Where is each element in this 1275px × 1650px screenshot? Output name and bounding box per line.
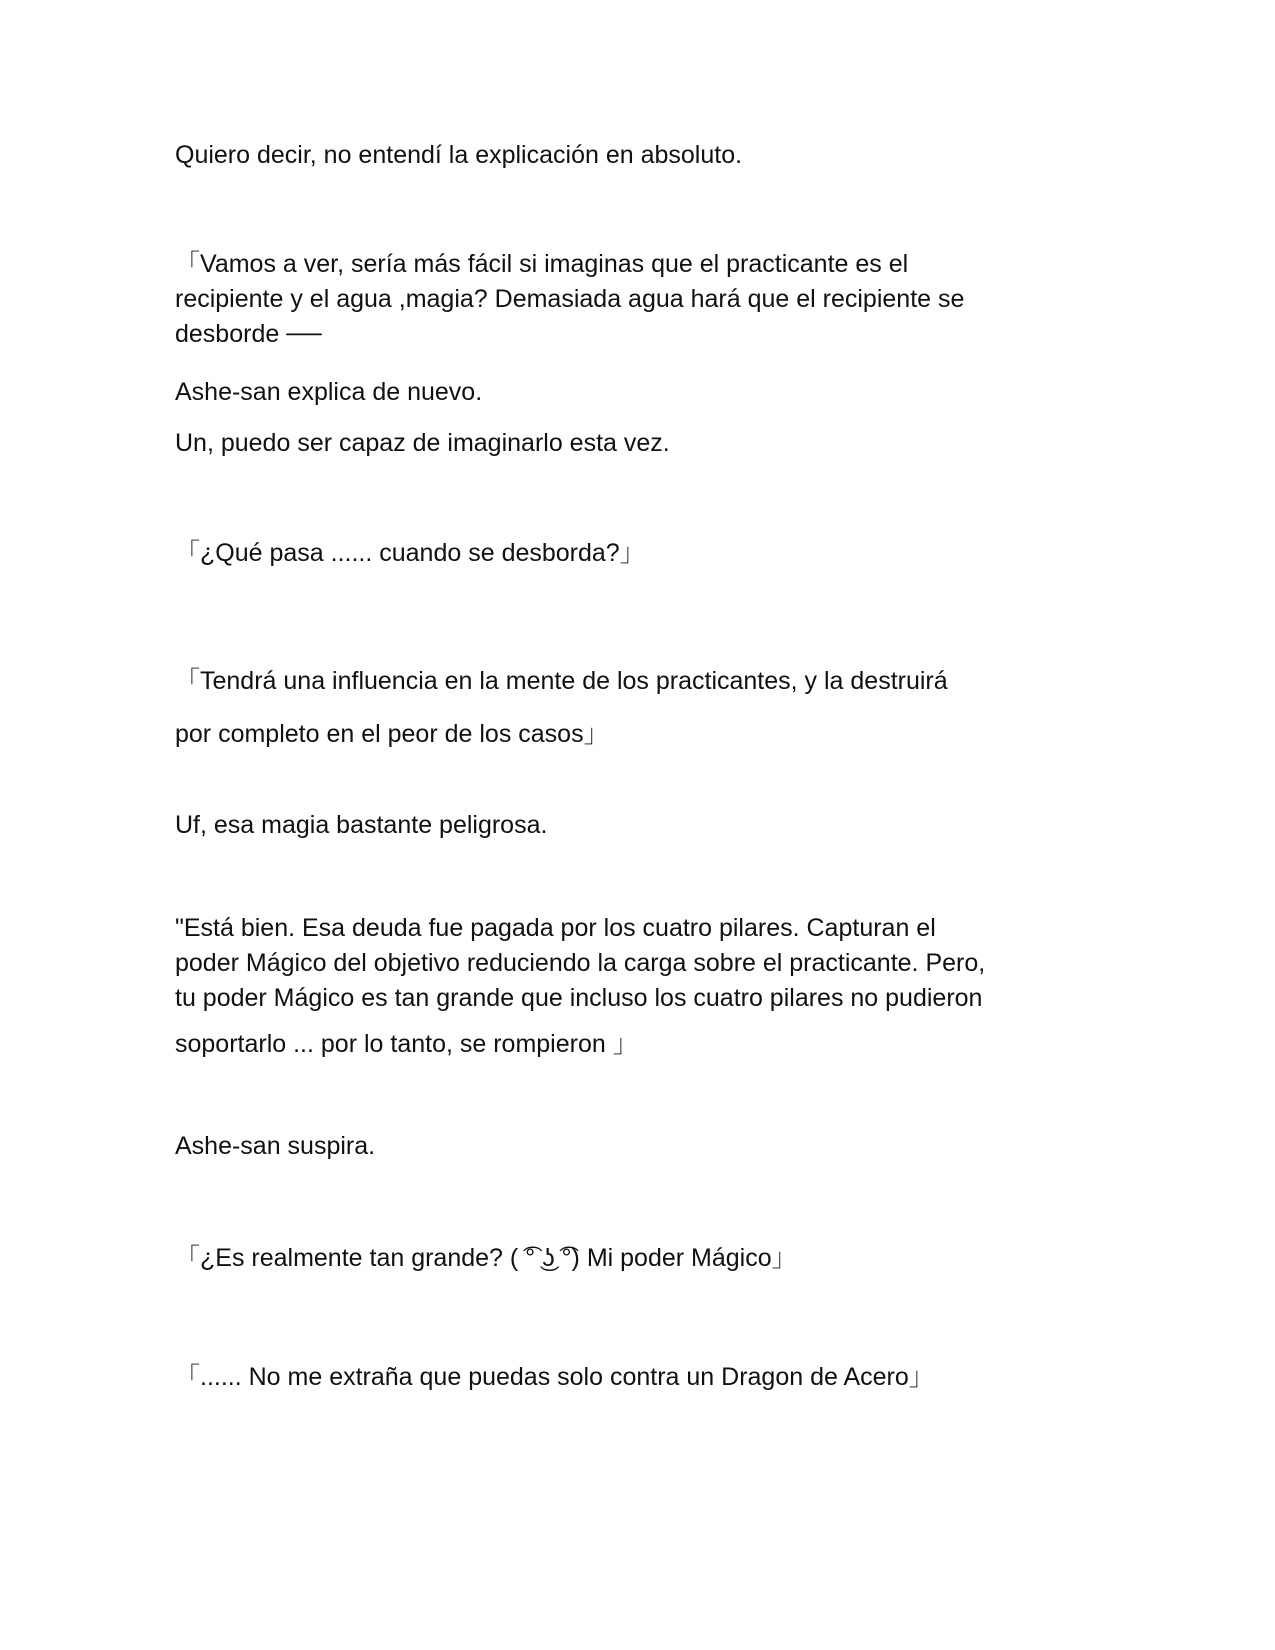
paragraph-dialogue-4 — [175, 911, 1095, 1062]
text-line: recipiente y el agua ,magia? Demasiada agua hará que el recipiente se — [175, 285, 965, 313]
text-line: "Está bien. Esa deuda fue pagada por los cuatro pilares. Capturan el — [175, 914, 936, 942]
text-line: Uf, esa magia bastante peligrosa. — [175, 811, 548, 839]
paragraph-dialogue-3 — [175, 655, 1095, 761]
text-line: Un, puedo ser capaz de imaginarlo esta vez. — [175, 429, 670, 457]
paragraph-dialogue-2 — [175, 536, 1095, 571]
text-line: 「Tendrá una influencia en la mente de los practicantes, y la destruirá — [175, 667, 948, 695]
text-line: 「¿Qué pasa ...... cuando se desborda?」 — [175, 539, 645, 567]
text-line: desborde ── — [175, 320, 322, 348]
paragraph-narration-2 — [175, 375, 1095, 410]
text-line: Ashe-san explica de nuevo. — [175, 378, 483, 406]
paragraph-narration-4 — [175, 808, 1095, 843]
paragraph-narration-1 — [175, 138, 1095, 173]
text-line: 「Vamos a ver, sería más fácil si imaginas que el practicante es el — [175, 250, 909, 278]
text-line: por completo en el peor de los casos」 — [175, 720, 609, 748]
text-line: poder Mágico del objetivo reduciendo la carga sobre el practicante. Pero, — [175, 949, 986, 977]
text-line: tu poder Mágico es tan grande que incluso los cuatro pilares no pudieron — [175, 984, 983, 1012]
text-line: soportarlo ... por lo tanto, se rompieron 」 — [175, 1030, 638, 1058]
text-line: Quiero decir, no entendí la explicación en absoluto. — [175, 141, 743, 169]
paragraph-dialogue-5 — [175, 1241, 1095, 1276]
paragraph-narration-5 — [175, 1129, 1095, 1164]
paragraph-dialogue-6 — [175, 1360, 1095, 1395]
text-line: 「...... No me extraña que puedas solo contra un Dragon de Acero」 — [175, 1363, 934, 1391]
paragraph-narration-3 — [175, 426, 1095, 461]
text-line: Ashe-san suspira. — [175, 1132, 376, 1160]
paragraph-dialogue-1 — [175, 247, 1095, 352]
text-line: 「¿Es realmente tan grande? ( ͡° ͜ʖ ͡°) Mi poder Mágico」 — [175, 1244, 797, 1272]
